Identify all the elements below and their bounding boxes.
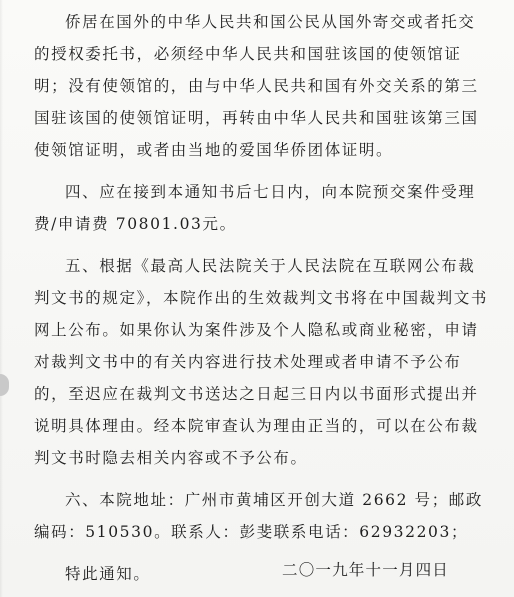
side-scroll-handle[interactable] [0,374,9,396]
document-body [34,6,490,590]
paragraph-fee-notice: 四、应在接到本通知书后七日内，向本院预交案件受理费/申请费 70801.03元。 [34,183,476,233]
paragraph-judgment-publication: 五、根据《最高人民法院关于人民法院在互联网公布裁判文书的规定》，本院作出的生效裁判文书将在中国裁判文书网上公布。如果你认为案件涉及个人隐私或商业秘密，申请对裁判文书中的有关内容进行技术处理或者申请不予公布的，至迟应在裁判文书送达之日起三日内以书面形式提出并说明具体理由。经本院审查认为理由正当的，可以在公布裁判文书时隐去相关内容或不予公布。 [34,257,488,467]
paragraph-overseas-authorization: 侨居在国外的中华人民共和国公民从国外寄交或者托交的授权委托书，必须经中华人民共和国驻该国的使领馆证明；没有使领馆的，由与中华人民共和国有外交关系的第三国驻该国的使领馆证明，再转由中华人民共和国驻该第三国使领馆证明，或者由当地的爱国华侨团体证明。 [34,13,479,159]
paragraph-court-address: 六、本院地址：广州市黄埔区开创大道 2662 号；邮政编码：510530。联系人：彭斐联系电话：62932203； [34,491,484,541]
document-date: 二〇一九年十一月四日 [282,561,450,579]
page-edge-shadow [0,0,3,597]
paragraph-closing: 特此通知。 [65,565,151,583]
